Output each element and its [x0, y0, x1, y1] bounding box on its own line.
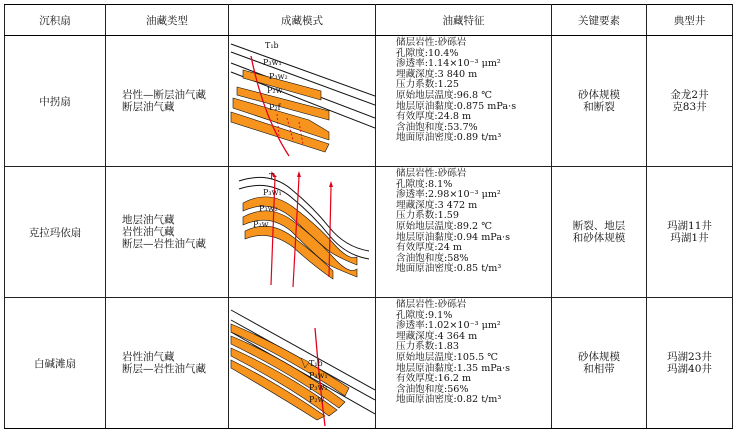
fan-name: 中拐扇	[5, 36, 106, 167]
layer-label: T₁b	[309, 359, 323, 368]
well-name: 玛湖23井	[667, 351, 712, 363]
reservoir-type: 岩性油气藏	[122, 226, 175, 238]
header-features: 油藏特征	[376, 5, 552, 36]
well-name: 金龙2井	[670, 89, 709, 101]
feature-line: 有效厚度:24.8 m	[396, 111, 472, 123]
feature-line: 埋藏深度:3 840 m	[396, 68, 478, 80]
reservoir-types	[106, 36, 229, 167]
feature-line: 压力系数:1.25	[396, 79, 459, 91]
model-diagram-zhongguai	[229, 36, 375, 166]
well-name: 玛湖40井	[667, 363, 712, 375]
header-model: 成藏模式	[229, 5, 376, 36]
feature-line: 地面原油密度:0.82 t/m³	[396, 394, 502, 406]
feature-line: 压力系数:1.59	[396, 210, 459, 222]
reservoir-type: 地层油气藏	[122, 214, 175, 226]
table-row	[5, 167, 733, 298]
accumulation-model	[229, 167, 376, 298]
layer-label: P₂w	[253, 220, 269, 229]
feature-line: 渗透率:1.14×10⁻³ μm²	[396, 58, 501, 70]
fan-name: 克拉玛依扇	[5, 167, 106, 298]
layer-label: T	[269, 172, 275, 181]
accumulation-model	[229, 298, 376, 429]
accumulation-model	[229, 36, 376, 167]
feature-line: 埋藏深度:4 364 m	[396, 330, 478, 342]
feature-line: 渗透率:1.02×10⁻³ μm²	[396, 320, 501, 332]
feature-line: 储层岩性:砂砾岩	[396, 37, 467, 48]
layer-label: P₃w₁	[309, 371, 328, 380]
feature-line: 埋藏深度:3 472 m	[396, 199, 478, 211]
typical-wells	[647, 298, 733, 429]
feature-line: 有效厚度:24 m	[396, 242, 462, 254]
feature-line: 孔隙度:9.1%	[396, 309, 453, 321]
model-diagram-baijiantan	[229, 298, 375, 428]
feature-line: 原始地层温度:96.8 ℃	[396, 89, 492, 101]
reservoir-type: 断层油气藏	[122, 101, 175, 113]
well-name: 玛湖1井	[670, 232, 709, 244]
layer-label: P₂w	[309, 395, 325, 404]
key-factor-line: 断裂、地层	[572, 220, 626, 232]
well-name: 玛湖11井	[667, 220, 712, 232]
key-factor-line: 和砂体规模	[572, 232, 626, 244]
reservoir-type: 岩性—断层油气藏	[122, 89, 206, 101]
reservoir-types	[106, 298, 229, 429]
well-name: 克83井	[672, 101, 707, 113]
key-factor-line: 和相带	[583, 363, 615, 375]
layer-label: P₃w₁	[263, 58, 282, 67]
layer-label: P₂w	[267, 86, 283, 95]
key-factors	[552, 167, 647, 298]
key-factor-line: 砂体规模	[578, 89, 620, 101]
header-fan: 沉积扇	[5, 5, 106, 36]
feature-line: 含油饱和度:56%	[396, 383, 469, 395]
reservoir-type: 断层—岩性油气藏	[122, 363, 206, 375]
typical-wells	[647, 36, 733, 167]
layer-label: P₃w₂	[269, 72, 288, 81]
fan-name: 白碱滩扇	[5, 298, 106, 429]
header-row	[5, 5, 733, 36]
feature-line: 地层原油黏度:0.875 mPa·s	[396, 100, 517, 112]
feature-line: 地面原油密度:0.89 t/m³	[396, 132, 502, 144]
layer-label: P₃w₂	[309, 383, 328, 392]
reservoir-features	[376, 36, 552, 167]
typical-wells	[647, 167, 733, 298]
layer-label: P₃w₁	[263, 188, 282, 197]
header-key-factors: 关键要素	[552, 5, 647, 36]
key-factors	[552, 298, 647, 429]
feature-line: 压力系数:1.83	[396, 341, 459, 353]
layer-label: P₃w₂	[259, 204, 278, 213]
header-wells: 典型井	[647, 5, 733, 36]
model-diagram-kelamayi	[229, 167, 375, 297]
key-factor-line: 砂体规模	[578, 351, 620, 363]
feature-line: 渗透率:2.98×10⁻³ μm²	[396, 189, 501, 201]
reservoir-features	[376, 298, 552, 429]
feature-line: 原始地层温度:105.5 ℃	[396, 351, 499, 363]
table-row	[5, 36, 733, 167]
reservoir-type: 岩性油气藏	[122, 351, 175, 363]
feature-line: 储层岩性:砂砾岩	[396, 168, 467, 179]
layer-label: P₂f	[269, 103, 281, 112]
feature-line: 原始地层温度:89.2 ℃	[396, 220, 492, 232]
table-row	[5, 298, 733, 429]
feature-line: 地面原油密度:0.85 t/m³	[396, 263, 502, 275]
feature-line: 含油饱和度:53.7%	[396, 121, 478, 133]
reservoir-features	[376, 167, 552, 298]
feature-line: 地层原油黏度:0.94 mPa·s	[396, 231, 511, 243]
reservoir-types	[106, 167, 229, 298]
header-type: 油藏类型	[106, 5, 229, 36]
feature-line: 含油饱和度:58%	[396, 252, 469, 264]
layer-label: T₁b	[265, 41, 279, 50]
reservoir-type: 断层—岩性油气藏	[122, 238, 206, 250]
feature-line: 储层岩性:砂砾岩	[396, 299, 467, 310]
reservoir-table	[4, 4, 733, 429]
feature-line: 孔隙度:10.4%	[396, 47, 459, 59]
key-factor-line: 和断裂	[583, 101, 615, 113]
key-factors	[552, 36, 647, 167]
feature-line: 有效厚度:16.2 m	[396, 373, 472, 385]
feature-line: 地层原油黏度:1.35 mPa·s	[396, 362, 511, 374]
feature-line: 孔隙度:8.1%	[396, 178, 453, 190]
